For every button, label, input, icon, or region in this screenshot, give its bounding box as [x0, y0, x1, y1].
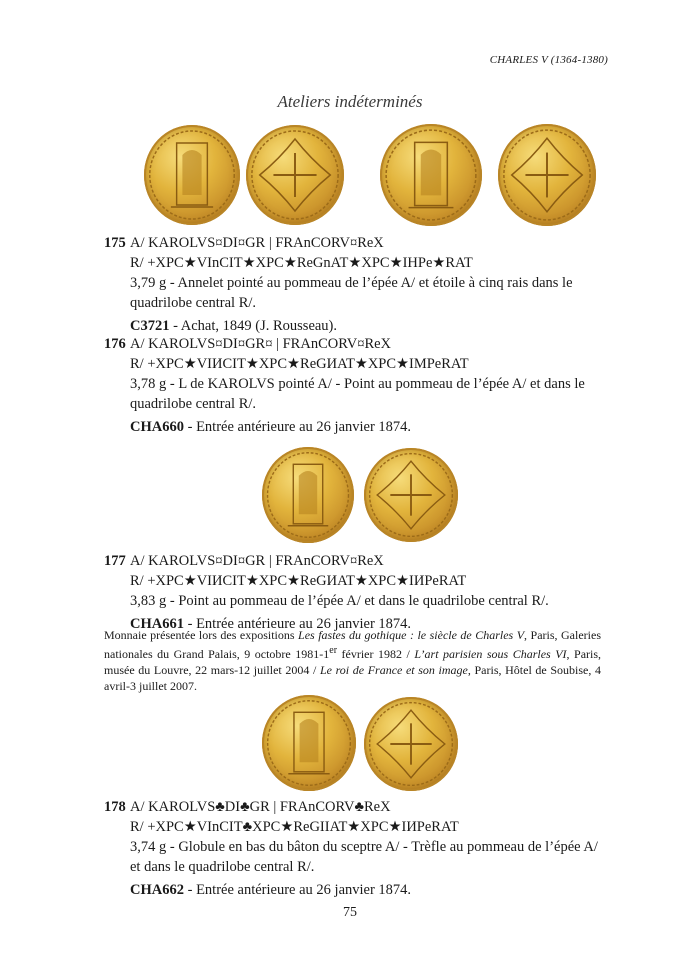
coin-176-reverse-image — [498, 124, 596, 226]
coin-description: 3,79 g - Annelet pointé au pommeau de l’épée A/ et étoile à cinq rais dans le quadrilobe central R/. — [130, 275, 573, 311]
inventory-reference: CHA660 — [130, 419, 184, 435]
coin-description: 3,78 g - L de KAROLVS pointé A/ - Point au pommeau de l’épée A/ et dans le quadrilobe central R/. — [130, 376, 585, 412]
reverse-legend: R/ +XPC★VInCIT♣XPC★ReGIIAT★XPC★IИPeRAT — [130, 819, 459, 835]
reverse-legend: R/ +XPC★VIИCIT★XPC★ReGИAT★XPC★IMPeRAT — [130, 356, 469, 372]
obverse-legend: A/ KAROLVS¤DI¤GR | FRAnCORV¤ReX — [130, 235, 384, 251]
entry-number: 175 — [104, 235, 126, 251]
catalog-entry-176 — [104, 334, 604, 437]
inventory-reference: CHA661 — [130, 616, 184, 632]
coin-178-obverse-image — [262, 695, 356, 791]
exhibition-title: Le roi de France et son image — [319, 663, 468, 677]
running-header: CHARLES V (1364-1380) — [489, 54, 608, 66]
section-title: Ateliers indéterminés — [277, 92, 423, 111]
obverse-legend: A/ KAROLVS¤DI¤GR¤ | FRAnCORV¤ReX — [130, 336, 392, 352]
obverse-legend: A/ KAROLVS♣DI♣GR | FRAnCORV♣ReX — [130, 799, 391, 815]
provenance: - Entrée antérieure au 26 janvier 1874. — [183, 419, 412, 435]
coin-175-reverse-image — [246, 125, 344, 225]
entry-number: 176 — [104, 336, 126, 352]
catalog-entry-175 — [104, 233, 604, 336]
exhibition-title: L’art parisien sous Charles VI — [414, 647, 567, 661]
inventory-reference: CHA662 — [130, 882, 184, 898]
provenance: - Entrée antérieure au 26 janvier 1874. — [183, 616, 412, 632]
inventory-reference: C3721 — [130, 318, 170, 334]
coin-177-reverse-image — [364, 448, 458, 542]
coin-178-reverse-image — [364, 697, 458, 791]
provenance: - Entrée antérieure au 26 janvier 1874. — [183, 882, 412, 898]
coin-176-obverse-image — [380, 124, 482, 226]
catalog-entry-177 — [104, 551, 604, 634]
coin-description: 3,83 g - Point au pommeau de l’épée A/ et dans le quadrilobe central R/. — [130, 593, 549, 609]
entry-number: 177 — [104, 553, 126, 569]
exhibition-note: Monnaie présentée lors des expositions Les fastes du gothique : le siècle de Charles V, Paris, Galeries nationales du Grand Palais, 9 octobre 1981-1er février 1982 / L’art parisien sous Charles VI, Paris, musée du Louvre, 22 mars-12 juillet 2004 / Le roi de France et son image, Paris, Hôtel de Soubise, 4 avril-3 juillet 2007. — [104, 628, 602, 693]
entry-number: 178 — [104, 799, 126, 815]
catalog-entry-178 — [104, 797, 604, 900]
reverse-legend: R/ +XPC★VIИCIT★XPC★ReGИAT★XPC★IИPeRAT — [130, 573, 467, 589]
page-number: 75 — [343, 905, 357, 920]
exhibition-title: Les fastes du gothique : le siècle de Charles V — [298, 628, 525, 642]
coin-177-obverse-image — [262, 447, 354, 543]
reverse-legend: R/ +XPC★VInCIT★XPC★ReGnAT★XPC★IHPe★RAT — [130, 255, 473, 271]
obverse-legend: A/ KAROLVS¤DI¤GR | FRAnCORV¤ReX — [130, 553, 384, 569]
coin-175-obverse-image — [144, 125, 240, 225]
provenance: - Achat, 1849 (J. Rousseau). — [169, 318, 338, 334]
coin-description: 3,74 g - Globule en bas du bâton du sceptre A/ - Trèfle au pommeau de l’épée A/ et dans le quadrilobe central R/. — [130, 839, 598, 875]
